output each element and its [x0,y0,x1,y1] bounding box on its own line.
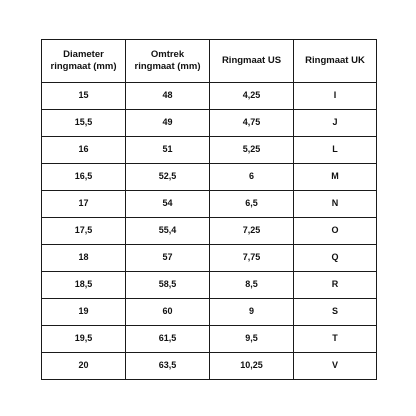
header-circumference [126,40,210,83]
cell-diameter: 15,5 [42,110,126,137]
cell-us-size: 5,25 [210,137,294,164]
table-body [42,83,377,380]
cell-uk-size: T [294,326,377,353]
cell-uk-size: O [294,218,377,245]
table-row [42,83,377,110]
header-uk-size-label: Ringmaat UK [305,55,365,67]
cell-circumference: 48 [126,83,210,110]
cell-us-size: 4,25 [210,83,294,110]
cell-us-size: 8,5 [210,272,294,299]
cell-us-size: 7,25 [210,218,294,245]
cell-diameter: 15 [42,83,126,110]
table-row [42,326,377,353]
table-row [42,299,377,326]
ring-size-table [41,39,377,380]
cell-diameter: 17 [42,191,126,218]
header-diameter-line2: ringmaat (mm) [50,61,117,72]
header-us-size-label: Ringmaat US [221,55,282,67]
cell-us-size: 9,5 [210,326,294,353]
cell-diameter: 16,5 [42,164,126,191]
cell-circumference: 57 [126,245,210,272]
cell-circumference: 52,5 [126,164,210,191]
cell-uk-size: V [294,353,377,380]
cell-circumference: 49 [126,110,210,137]
table-row [42,218,377,245]
cell-diameter: 20 [42,353,126,380]
table-row [42,245,377,272]
cell-us-size: 6,5 [210,191,294,218]
cell-uk-size: S [294,299,377,326]
cell-uk-size: J [294,110,377,137]
table-row [42,164,377,191]
cell-diameter: 18,5 [42,272,126,299]
header-diameter-line1: Diameter [63,49,104,61]
cell-us-size: 6 [210,164,294,191]
header-circumference-line2: ringmaat (mm) [134,61,201,72]
cell-us-size: 10,25 [210,353,294,380]
cell-us-size: 4,75 [210,110,294,137]
cell-uk-size: Q [294,245,377,272]
cell-circumference: 63,5 [126,353,210,380]
header-uk-size [294,40,377,83]
cell-circumference: 58,5 [126,272,210,299]
cell-circumference: 55,4 [126,218,210,245]
cell-us-size: 7,75 [210,245,294,272]
cell-diameter: 18 [42,245,126,272]
cell-uk-size: N [294,191,377,218]
header-us-size [210,40,294,83]
table-row [42,353,377,380]
cell-diameter: 17,5 [42,218,126,245]
cell-diameter: 19 [42,299,126,326]
table-row [42,191,377,218]
header-diameter [42,40,126,83]
cell-circumference: 61,5 [126,326,210,353]
table-row [42,110,377,137]
cell-diameter: 16 [42,137,126,164]
cell-diameter: 19,5 [42,326,126,353]
header-circumference-line1: Omtrek [150,49,185,61]
cell-circumference: 60 [126,299,210,326]
cell-circumference: 51 [126,137,210,164]
table-header [42,40,377,83]
table-row [42,272,377,299]
cell-circumference: 54 [126,191,210,218]
cell-uk-size: R [294,272,377,299]
table-row [42,137,377,164]
cell-uk-size: I [294,83,377,110]
cell-us-size: 9 [210,299,294,326]
cell-uk-size: L [294,137,377,164]
cell-uk-size: M [294,164,377,191]
header-row [42,40,377,83]
